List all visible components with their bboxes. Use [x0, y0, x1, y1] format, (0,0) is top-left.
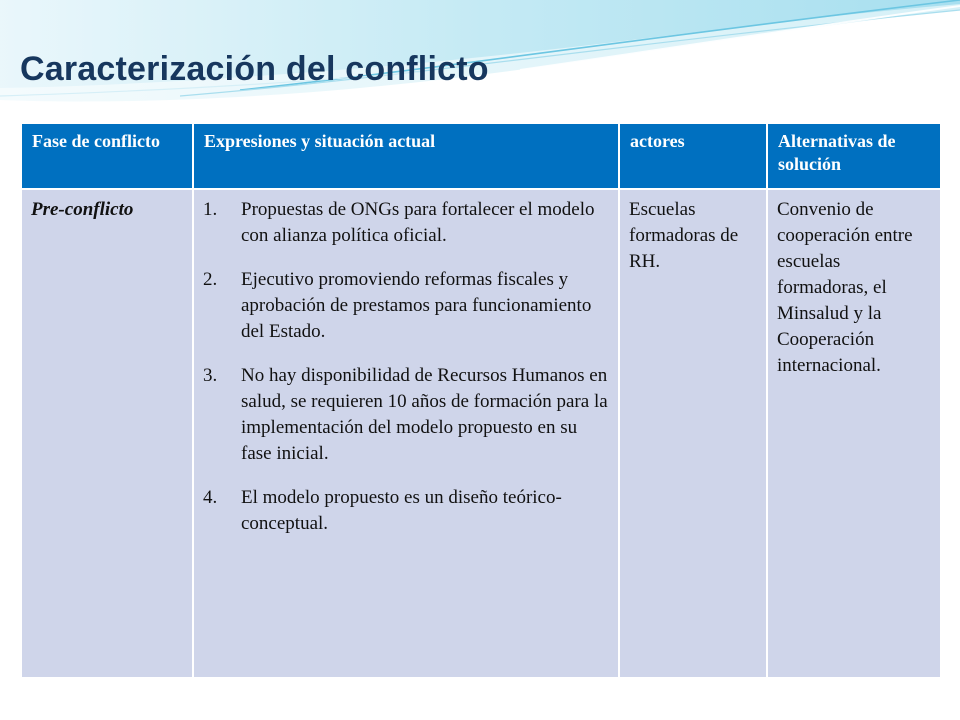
actors-cell: Escuelas formadoras de RH. — [619, 189, 767, 678]
situations-list — [203, 197, 610, 537]
header-phase: Fase de conflicto — [21, 123, 193, 189]
header-situations: Expresiones y situación actual — [193, 123, 619, 189]
header-alternatives: Alternativas de solución — [767, 123, 941, 189]
phase-cell: Pre-conflicto — [21, 189, 193, 678]
list-item-number: 2. — [203, 269, 218, 290]
list-item — [203, 485, 610, 537]
list-item — [203, 197, 610, 249]
list-item-text: El modelo propuesto es un diseño teórico-conceptual. — [241, 487, 562, 534]
situations-cell — [193, 189, 619, 678]
list-item-text: Ejecutivo promoviendo reformas fiscales y aprobación de prestamos para funcionamiento del Estado. — [241, 269, 592, 342]
table-header-row — [21, 123, 941, 189]
alternatives-cell: Convenio de cooperación entre escuelas formadoras, el Minsalud y la Cooperación internacional. — [767, 189, 941, 678]
list-item-number: 3. — [203, 365, 218, 386]
list-item-number: 4. — [203, 487, 218, 508]
table-row — [21, 189, 941, 678]
list-item-number: 1. — [203, 199, 218, 220]
list-item — [203, 363, 610, 467]
header-actors: actores — [619, 123, 767, 189]
list-item — [203, 267, 610, 345]
conflict-table — [20, 122, 942, 679]
list-item-text: Propuestas de ONGs para fortalecer el modelo con alianza política oficial. — [241, 199, 595, 246]
list-item-text: No hay disponibilidad de Recursos Humanos en salud, se requieren 10 años de formación para la implementación del modelo propuesto en su fase inicial. — [241, 365, 608, 464]
page-title: Caracterización del conflicto — [20, 50, 489, 88]
